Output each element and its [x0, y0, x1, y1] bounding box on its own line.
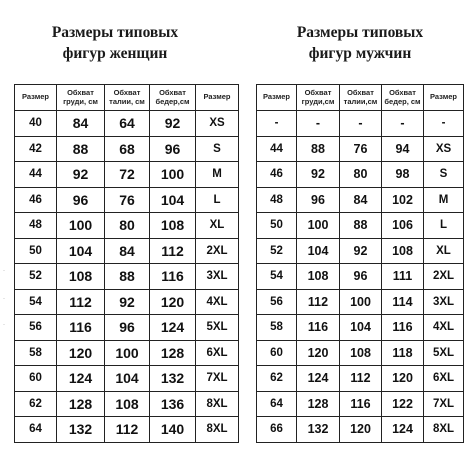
- cell-letter-size: 3XL: [424, 289, 464, 315]
- cell-bust: 132: [297, 417, 340, 443]
- cell-letter-size: -: [424, 111, 464, 137]
- cell-waist: 100: [340, 289, 382, 315]
- header-bust: Обхват груди,см: [297, 85, 340, 111]
- cell-hip: 124: [150, 315, 196, 341]
- cell-letter-size: 7XL: [196, 366, 239, 392]
- cell-hip: 136: [150, 391, 196, 417]
- cell-waist: 120: [340, 417, 382, 443]
- cell-size: 54: [15, 289, 57, 315]
- margin-mark: ·: [3, 268, 5, 274]
- cell-bust: 120: [297, 340, 340, 366]
- cell-letter-size: 8XL: [196, 417, 239, 443]
- women-table-title: Размеры типовых фигур женщин: [51, 24, 179, 62]
- cell-waist: 96: [340, 264, 382, 290]
- cell-waist: 108: [340, 340, 382, 366]
- cell-bust: 104: [297, 238, 340, 264]
- women-size-table: [14, 84, 239, 443]
- table-row: [15, 264, 239, 290]
- cell-size: 62: [257, 366, 297, 392]
- header-hip: Обхват бедер,см: [150, 85, 196, 111]
- cell-letter-size: 3XL: [196, 264, 239, 290]
- cell-waist: 96: [105, 315, 150, 341]
- table-row: [257, 391, 464, 417]
- cell-size: 48: [257, 187, 297, 213]
- cell-size: 46: [257, 162, 297, 188]
- margin-mark: ·: [3, 296, 5, 302]
- header-hip: Обхват бедер, см: [382, 85, 424, 111]
- cell-bust: -: [297, 111, 340, 137]
- cell-hip: -: [382, 111, 424, 137]
- cell-size: 42: [15, 136, 57, 162]
- cell-bust: 116: [297, 315, 340, 341]
- margin-mark: ·: [3, 322, 5, 328]
- cell-hip: 108: [382, 238, 424, 264]
- cell-waist: 108: [105, 391, 150, 417]
- cell-size: 44: [15, 162, 57, 188]
- header-letter-size: Размер: [424, 85, 464, 111]
- table-row: [15, 111, 239, 137]
- table-row: [257, 111, 464, 137]
- cell-size: 46: [15, 187, 57, 213]
- cell-waist: 88: [340, 213, 382, 239]
- cell-bust: 128: [297, 391, 340, 417]
- table-row: [15, 136, 239, 162]
- table-row: [257, 264, 464, 290]
- cell-letter-size: S: [424, 162, 464, 188]
- table-row: [15, 417, 239, 443]
- cell-hip: 98: [382, 162, 424, 188]
- table-header-row: [257, 85, 464, 111]
- cell-waist: 68: [105, 136, 150, 162]
- table-row: [15, 213, 239, 239]
- cell-size: 52: [257, 238, 297, 264]
- cell-waist: 92: [105, 289, 150, 315]
- cell-letter-size: 4XL: [424, 315, 464, 341]
- cell-letter-size: 5XL: [196, 315, 239, 341]
- cell-waist: 76: [340, 136, 382, 162]
- table-row: [257, 289, 464, 315]
- table-row: [257, 315, 464, 341]
- cell-size: 48: [15, 213, 57, 239]
- cell-hip: 116: [382, 315, 424, 341]
- cell-hip: 100: [150, 162, 196, 188]
- cell-hip: 111: [382, 264, 424, 290]
- cell-waist: 116: [340, 391, 382, 417]
- cell-size: 66: [257, 417, 297, 443]
- cell-size: 54: [257, 264, 297, 290]
- cell-bust: 92: [57, 162, 105, 188]
- cell-letter-size: L: [424, 213, 464, 239]
- cell-waist: 112: [105, 417, 150, 443]
- cell-size: 40: [15, 111, 57, 137]
- cell-hip: 116: [150, 264, 196, 290]
- table-row: [257, 213, 464, 239]
- cell-hip: 114: [382, 289, 424, 315]
- cell-letter-size: XL: [196, 213, 239, 239]
- cell-bust: 124: [297, 366, 340, 392]
- cell-size: -: [257, 111, 297, 137]
- cell-waist: 100: [105, 340, 150, 366]
- cell-size: 60: [15, 366, 57, 392]
- cell-letter-size: 2XL: [424, 264, 464, 290]
- cell-bust: 88: [297, 136, 340, 162]
- table-row: [15, 238, 239, 264]
- cell-bust: 108: [297, 264, 340, 290]
- cell-waist: 112: [340, 366, 382, 392]
- cell-letter-size: XL: [424, 238, 464, 264]
- cell-waist: 64: [105, 111, 150, 137]
- cell-hip: 118: [382, 340, 424, 366]
- table-row: [15, 391, 239, 417]
- cell-waist: 84: [340, 187, 382, 213]
- table-row: [15, 315, 239, 341]
- table-row: [15, 187, 239, 213]
- cell-hip: 132: [150, 366, 196, 392]
- men-table-title: Размеры типовых фигур мужчин: [296, 24, 424, 62]
- cell-letter-size: 8XL: [424, 417, 464, 443]
- cell-hip: 128: [150, 340, 196, 366]
- cell-bust: 132: [57, 417, 105, 443]
- cell-bust: 108: [57, 264, 105, 290]
- cell-waist: 104: [340, 315, 382, 341]
- cell-letter-size: 4XL: [196, 289, 239, 315]
- table-row: [257, 340, 464, 366]
- table-row: [257, 417, 464, 443]
- cell-size: 58: [257, 315, 297, 341]
- men-size-table: [256, 84, 464, 443]
- header-waist: Обхват талии, см: [105, 85, 150, 111]
- table-row: [257, 136, 464, 162]
- cell-waist: 92: [340, 238, 382, 264]
- header-size: Размер: [15, 85, 57, 111]
- cell-bust: 84: [57, 111, 105, 137]
- cell-hip: 120: [382, 366, 424, 392]
- cell-hip: 124: [382, 417, 424, 443]
- cell-size: 50: [257, 213, 297, 239]
- cell-hip: 108: [150, 213, 196, 239]
- header-bust: Обхват груди, см: [57, 85, 105, 111]
- cell-size: 64: [257, 391, 297, 417]
- cell-bust: 100: [57, 213, 105, 239]
- cell-hip: 140: [150, 417, 196, 443]
- header-waist: Обхват талии,см: [340, 85, 382, 111]
- cell-bust: 120: [57, 340, 105, 366]
- table-row: [15, 289, 239, 315]
- cell-bust: 100: [297, 213, 340, 239]
- header-letter-size: Размер: [196, 85, 239, 111]
- table-row: [15, 162, 239, 188]
- cell-letter-size: 2XL: [196, 238, 239, 264]
- cell-letter-size: 7XL: [424, 391, 464, 417]
- cell-waist: -: [340, 111, 382, 137]
- cell-waist: 84: [105, 238, 150, 264]
- header-size: Размер: [257, 85, 297, 111]
- cell-hip: 112: [150, 238, 196, 264]
- cell-size: 56: [15, 315, 57, 341]
- cell-letter-size: M: [424, 187, 464, 213]
- cell-letter-size: 6XL: [424, 366, 464, 392]
- cell-bust: 92: [297, 162, 340, 188]
- cell-size: 64: [15, 417, 57, 443]
- cell-letter-size: M: [196, 162, 239, 188]
- cell-size: 62: [15, 391, 57, 417]
- table-row: [257, 238, 464, 264]
- cell-waist: 88: [105, 264, 150, 290]
- table-row: [257, 162, 464, 188]
- cell-size: 56: [257, 289, 297, 315]
- cell-letter-size: 8XL: [196, 391, 239, 417]
- cell-waist: 72: [105, 162, 150, 188]
- cell-waist: 80: [105, 213, 150, 239]
- cell-hip: 92: [150, 111, 196, 137]
- cell-letter-size: L: [196, 187, 239, 213]
- cell-bust: 88: [57, 136, 105, 162]
- cell-size: 44: [257, 136, 297, 162]
- cell-letter-size: XS: [196, 111, 239, 137]
- cell-bust: 128: [57, 391, 105, 417]
- cell-letter-size: S: [196, 136, 239, 162]
- cell-hip: 94: [382, 136, 424, 162]
- cell-hip: 96: [150, 136, 196, 162]
- table-header-row: [15, 85, 239, 111]
- cell-waist: 76: [105, 187, 150, 213]
- cell-hip: 122: [382, 391, 424, 417]
- cell-size: 52: [15, 264, 57, 290]
- cell-letter-size: XS: [424, 136, 464, 162]
- cell-bust: 96: [57, 187, 105, 213]
- cell-size: 58: [15, 340, 57, 366]
- cell-waist: 80: [340, 162, 382, 188]
- cell-size: 50: [15, 238, 57, 264]
- cell-bust: 112: [297, 289, 340, 315]
- table-row: [15, 366, 239, 392]
- cell-bust: 96: [297, 187, 340, 213]
- cell-letter-size: 6XL: [196, 340, 239, 366]
- cell-hip: 102: [382, 187, 424, 213]
- cell-bust: 116: [57, 315, 105, 341]
- cell-bust: 112: [57, 289, 105, 315]
- cell-hip: 120: [150, 289, 196, 315]
- cell-waist: 104: [105, 366, 150, 392]
- cell-letter-size: 5XL: [424, 340, 464, 366]
- table-row: [257, 187, 464, 213]
- cell-size: 60: [257, 340, 297, 366]
- cell-hip: 106: [382, 213, 424, 239]
- cell-hip: 104: [150, 187, 196, 213]
- table-row: [257, 366, 464, 392]
- table-row: [15, 340, 239, 366]
- cell-bust: 104: [57, 238, 105, 264]
- cell-bust: 124: [57, 366, 105, 392]
